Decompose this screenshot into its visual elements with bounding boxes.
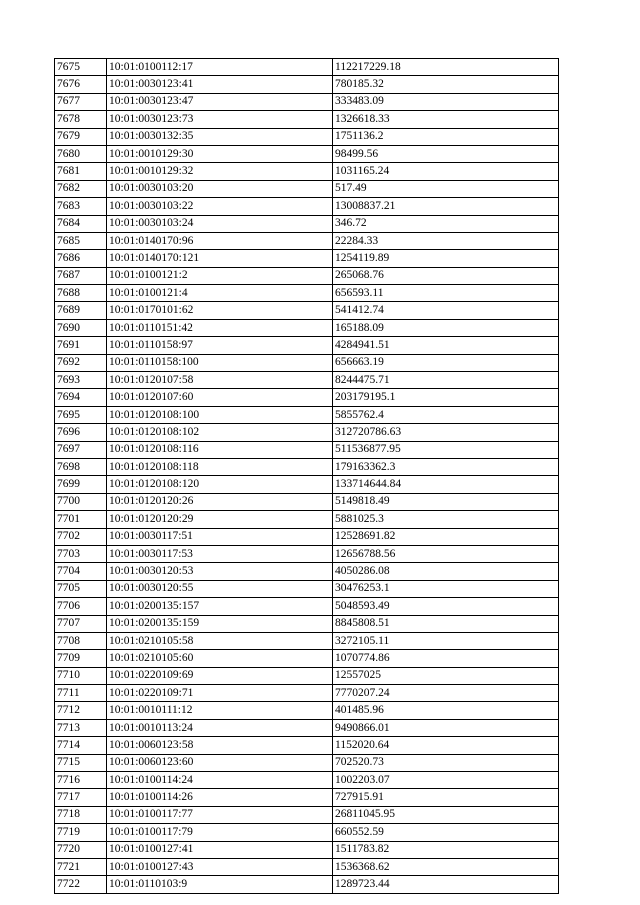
cadastral-number-cell: 10:01:0010111:12 [107,702,333,719]
value-cell: 179163362.3 [333,458,559,475]
row-number-cell: 7714 [55,737,107,754]
cadastral-number-cell: 10:01:0060123:58 [107,737,333,754]
row-number-cell: 7716 [55,772,107,789]
row-number-cell: 7705 [55,580,107,597]
row-number-cell: 7707 [55,615,107,632]
value-cell: 1031165.24 [333,163,559,180]
value-cell: 5149818.49 [333,493,559,510]
table-row [55,858,559,875]
table-row [55,719,559,736]
table-row [55,250,559,267]
table-body [55,59,559,894]
cadastral-number-cell: 10:01:0010129:32 [107,163,333,180]
table-row [55,545,559,562]
row-number-cell: 7680 [55,145,107,162]
cadastral-number-cell: 10:01:0110151:42 [107,319,333,336]
row-number-cell: 7696 [55,424,107,441]
table-row [55,493,559,510]
value-cell: 3272105.11 [333,632,559,649]
table-row [55,650,559,667]
table-row [55,59,559,76]
cadastral-number-cell: 10:01:0030103:24 [107,215,333,232]
cadastral-number-cell: 10:01:0210105:60 [107,650,333,667]
table-row [55,76,559,93]
cadastral-number-cell: 10:01:0110158:100 [107,354,333,371]
table-row [55,163,559,180]
row-number-cell: 7684 [55,215,107,232]
row-number-cell: 7676 [55,76,107,93]
cadastral-number-cell: 10:01:0140170:121 [107,250,333,267]
value-cell: 12528691.82 [333,528,559,545]
cadastral-number-cell: 10:01:0100114:24 [107,772,333,789]
cadastral-number-cell: 10:01:0030117:51 [107,528,333,545]
row-number-cell: 7717 [55,789,107,806]
table-row [55,841,559,858]
value-cell: 660552.59 [333,824,559,841]
value-cell: 30476253.1 [333,580,559,597]
cadastral-number-cell: 10:01:0120108:116 [107,441,333,458]
row-number-cell: 7718 [55,806,107,823]
cadastral-number-cell: 10:01:0100117:77 [107,806,333,823]
table-row [55,111,559,128]
row-number-cell: 7698 [55,458,107,475]
cadastral-number-cell: 10:01:0110103:9 [107,876,333,893]
value-cell: 8244475.71 [333,372,559,389]
value-cell: 9490866.01 [333,719,559,736]
row-number-cell: 7708 [55,632,107,649]
cadastral-number-cell: 10:01:0030117:53 [107,545,333,562]
row-number-cell: 7715 [55,754,107,771]
table-row [55,737,559,754]
cadastral-number-cell: 10:01:0100121:4 [107,285,333,302]
cadastral-number-cell: 10:01:0110158:97 [107,337,333,354]
cadastral-number-cell: 10:01:0100112:17 [107,59,333,76]
row-number-cell: 7699 [55,476,107,493]
row-number-cell: 7695 [55,406,107,423]
table-row [55,319,559,336]
row-number-cell: 7683 [55,198,107,215]
row-number-cell: 7688 [55,285,107,302]
table-row [55,580,559,597]
row-number-cell: 7706 [55,598,107,615]
table-row [55,458,559,475]
table-row [55,337,559,354]
row-number-cell: 7681 [55,163,107,180]
value-cell: 1070774.86 [333,650,559,667]
row-number-cell: 7687 [55,267,107,284]
table-row [55,215,559,232]
value-cell: 7770207.24 [333,685,559,702]
value-cell: 22284.33 [333,232,559,249]
value-cell: 1536368.62 [333,858,559,875]
table-row [55,372,559,389]
cadastral-number-cell: 10:01:0120108:120 [107,476,333,493]
value-cell: 727915.91 [333,789,559,806]
cadastral-number-cell: 10:01:0120120:26 [107,493,333,510]
value-cell: 1511783.82 [333,841,559,858]
value-cell: 5048593.49 [333,598,559,615]
cadastral-number-cell: 10:01:0030103:22 [107,198,333,215]
value-cell: 541412.74 [333,302,559,319]
value-cell: 511536877.95 [333,441,559,458]
cadastral-number-cell: 10:01:0100127:41 [107,841,333,858]
row-number-cell: 7677 [55,93,107,110]
value-cell: 346.72 [333,215,559,232]
table-row [55,93,559,110]
table-row [55,354,559,371]
cadastral-number-cell: 10:01:0210105:58 [107,632,333,649]
cadastral-number-cell: 10:01:0120108:102 [107,424,333,441]
cadastral-number-cell: 10:01:0140170:96 [107,232,333,249]
cadastral-number-cell: 10:01:0200135:159 [107,615,333,632]
value-cell: 13008837.21 [333,198,559,215]
row-number-cell: 7685 [55,232,107,249]
table-row [55,128,559,145]
row-number-cell: 7703 [55,545,107,562]
value-cell: 203179195.1 [333,389,559,406]
value-cell: 401485.96 [333,702,559,719]
value-cell: 133714644.84 [333,476,559,493]
row-number-cell: 7721 [55,858,107,875]
table-row [55,406,559,423]
row-number-cell: 7675 [55,59,107,76]
cadastral-number-cell: 10:01:0220109:69 [107,667,333,684]
row-number-cell: 7682 [55,180,107,197]
cadastral-number-cell: 10:01:0120108:118 [107,458,333,475]
table-row [55,667,559,684]
table-row [55,180,559,197]
row-number-cell: 7693 [55,372,107,389]
cadastral-number-cell: 10:01:0100127:43 [107,858,333,875]
cadastral-number-cell: 10:01:0010129:30 [107,145,333,162]
row-number-cell: 7704 [55,563,107,580]
cadastral-number-cell: 10:01:0100114:26 [107,789,333,806]
table-row [55,285,559,302]
cadastral-number-cell: 10:01:0010113:24 [107,719,333,736]
cadastral-value-table [54,58,559,894]
table-row [55,632,559,649]
table-row [55,389,559,406]
cadastral-number-cell: 10:01:0030123:73 [107,111,333,128]
row-number-cell: 7689 [55,302,107,319]
table-row [55,145,559,162]
row-number-cell: 7719 [55,824,107,841]
table-row [55,232,559,249]
cadastral-number-cell: 10:01:0120120:29 [107,511,333,528]
value-cell: 8845808.51 [333,615,559,632]
value-cell: 333483.09 [333,93,559,110]
value-cell: 1152020.64 [333,737,559,754]
table-row [55,615,559,632]
cadastral-number-cell: 10:01:0030120:55 [107,580,333,597]
row-number-cell: 7692 [55,354,107,371]
table-row [55,476,559,493]
table-row [55,598,559,615]
value-cell: 517.49 [333,180,559,197]
table-row [55,702,559,719]
table-row [55,441,559,458]
row-number-cell: 7678 [55,111,107,128]
row-number-cell: 7710 [55,667,107,684]
row-number-cell: 7709 [55,650,107,667]
table-row [55,198,559,215]
row-number-cell: 7691 [55,337,107,354]
cadastral-number-cell: 10:01:0100121:2 [107,267,333,284]
table-row [55,772,559,789]
table-row [55,789,559,806]
row-number-cell: 7686 [55,250,107,267]
value-cell: 26811045.95 [333,806,559,823]
value-cell: 1326618.33 [333,111,559,128]
cadastral-number-cell: 10:01:0030123:41 [107,76,333,93]
value-cell: 112217229.18 [333,59,559,76]
table-row [55,754,559,771]
row-number-cell: 7679 [55,128,107,145]
table-row [55,528,559,545]
row-number-cell: 7700 [55,493,107,510]
row-number-cell: 7690 [55,319,107,336]
table-row [55,424,559,441]
row-number-cell: 7722 [55,876,107,893]
row-number-cell: 7701 [55,511,107,528]
cadastral-number-cell: 10:01:0030103:20 [107,180,333,197]
table-row [55,806,559,823]
cadastral-number-cell: 10:01:0030132:35 [107,128,333,145]
value-cell: 165188.09 [333,319,559,336]
value-cell: 12557025 [333,667,559,684]
value-cell: 780185.32 [333,76,559,93]
row-number-cell: 7697 [55,441,107,458]
value-cell: 265068.76 [333,267,559,284]
value-cell: 4284941.51 [333,337,559,354]
row-number-cell: 7694 [55,389,107,406]
cadastral-number-cell: 10:01:0120107:58 [107,372,333,389]
value-cell: 702520.73 [333,754,559,771]
cadastral-number-cell: 10:01:0100117:79 [107,824,333,841]
value-cell: 1254119.89 [333,250,559,267]
table-row [55,511,559,528]
table-row [55,563,559,580]
row-number-cell: 7711 [55,685,107,702]
cadastral-number-cell: 10:01:0120107:60 [107,389,333,406]
cadastral-number-cell: 10:01:0120108:100 [107,406,333,423]
value-cell: 5855762.4 [333,406,559,423]
table-row [55,685,559,702]
table-row [55,876,559,893]
table-row [55,824,559,841]
cadastral-number-cell: 10:01:0030123:47 [107,93,333,110]
table-row [55,302,559,319]
value-cell: 1002203.07 [333,772,559,789]
value-cell: 5881025.3 [333,511,559,528]
cadastral-number-cell: 10:01:0030120:53 [107,563,333,580]
value-cell: 656593.11 [333,285,559,302]
cadastral-number-cell: 10:01:0200135:157 [107,598,333,615]
table-row [55,267,559,284]
value-cell: 312720786.63 [333,424,559,441]
cadastral-number-cell: 10:01:0060123:60 [107,754,333,771]
value-cell: 98499.56 [333,145,559,162]
cadastral-number-cell: 10:01:0170101:62 [107,302,333,319]
value-cell: 1751136.2 [333,128,559,145]
value-cell: 1289723.44 [333,876,559,893]
value-cell: 656663.19 [333,354,559,371]
row-number-cell: 7712 [55,702,107,719]
value-cell: 4050286.08 [333,563,559,580]
row-number-cell: 7713 [55,719,107,736]
row-number-cell: 7702 [55,528,107,545]
value-cell: 12656788.56 [333,545,559,562]
cadastral-number-cell: 10:01:0220109:71 [107,685,333,702]
row-number-cell: 7720 [55,841,107,858]
